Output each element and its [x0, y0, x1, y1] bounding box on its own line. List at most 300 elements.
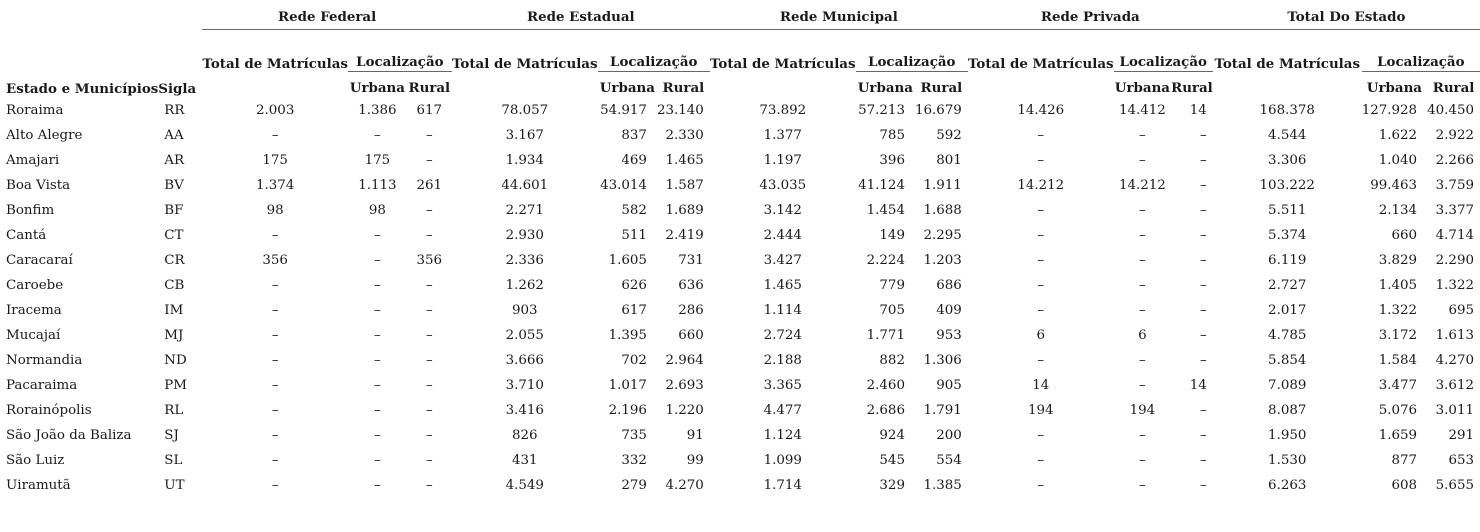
cell-estadual-total: 3.167 [505, 128, 544, 143]
cell-privada-urbana: 14.412 [1118, 103, 1166, 118]
cell-estado-rural: 1.613 [1435, 328, 1474, 343]
cell-privada-total: – [1037, 428, 1045, 443]
header-spacer [6, 8, 158, 30]
cell-estadual-rural: 731 [678, 253, 704, 268]
cell-federal-urbana: – [374, 478, 381, 493]
cell-privada-total: 14.212 [1017, 178, 1065, 193]
cell-sigla: CB [164, 278, 185, 293]
cell-estado-rural: 695 [1448, 303, 1474, 318]
cell-federal-total: – [271, 328, 279, 343]
cell-privada-urbana: – [1139, 153, 1146, 168]
cell-estado-urbana: 1.322 [1378, 303, 1418, 318]
cell-privada-rural: – [1200, 353, 1207, 368]
cell-estadual-rural: 286 [678, 303, 704, 318]
cell-municipio: Bonfim [6, 203, 55, 218]
cell-privada-urbana: 14.212 [1118, 178, 1166, 193]
enrollment-table [6, 8, 1480, 498]
cell-estado-rural: 3.011 [1435, 403, 1474, 418]
cell-municipal-urbana: 882 [879, 353, 905, 368]
cell-municipal-total: 1.099 [763, 453, 802, 468]
cell-municipal-urbana: 2.686 [866, 403, 905, 418]
cell-privada-total: – [1037, 203, 1045, 218]
table-row [6, 248, 1480, 273]
cell-municipal-rural: 409 [936, 303, 962, 318]
cell-municipio: Mucajaí [6, 328, 61, 343]
group-header-rede-federal: Rede Federal [202, 8, 451, 30]
cell-municipal-total: 43.035 [759, 178, 807, 193]
cell-municipio: Caroebe [6, 278, 64, 293]
cell-federal-total: 356 [262, 253, 288, 268]
cell-estadual-total: 44.601 [501, 178, 549, 193]
table-row [6, 348, 1480, 373]
table-row [6, 398, 1480, 423]
column-header-total: Total de Matrículas [451, 55, 598, 72]
cell-federal-rural: – [425, 378, 433, 393]
cell-estado-rural: 4.270 [1435, 353, 1474, 368]
cell-privada-total: – [1037, 253, 1045, 268]
cell-estadual-total: 826 [511, 428, 538, 443]
table-row [6, 323, 1480, 348]
cell-estado-urbana: 3.477 [1378, 378, 1418, 393]
column-header-rural: Rural [408, 80, 451, 96]
cell-federal-urbana: – [374, 303, 381, 318]
cell-municipal-rural: 2.295 [923, 228, 962, 243]
cell-privada-rural: – [1200, 178, 1207, 193]
column-header-localizacao: Localização [598, 30, 710, 72]
cell-estadual-urbana: 1.395 [608, 328, 647, 343]
cell-municipal-total: 1.114 [763, 303, 802, 318]
cell-estado-urbana: 1.040 [1378, 153, 1418, 168]
cell-estadual-total: 2.930 [505, 228, 544, 243]
cell-federal-urbana: – [374, 228, 381, 243]
cell-sigla: SL [164, 453, 183, 468]
cell-estadual-rural: 2.330 [665, 128, 704, 143]
cell-estado-rural: 4.714 [1435, 228, 1474, 243]
cell-municipio: Roraima [6, 103, 64, 118]
cell-privada-urbana: – [1139, 478, 1146, 493]
cell-federal-total: – [271, 303, 279, 318]
cell-municipal-total: 1.465 [763, 278, 802, 293]
cell-municipal-total: 3.142 [763, 203, 802, 218]
cell-estadual-rural: 1.689 [665, 203, 704, 218]
cell-estadual-urbana: 582 [621, 203, 647, 218]
cell-federal-total: – [271, 128, 279, 143]
cell-estadual-total: 78.057 [501, 103, 549, 118]
cell-federal-rural: – [425, 153, 433, 168]
cell-estadual-rural: 1.220 [665, 403, 704, 418]
cell-estadual-urbana: 469 [621, 153, 647, 168]
cell-federal-urbana: – [374, 403, 381, 418]
cell-municipal-rural: 905 [936, 378, 962, 393]
cell-estadual-urbana: 1.605 [608, 253, 647, 268]
cell-estadual-rural: 2.964 [665, 353, 704, 368]
table-row [6, 423, 1480, 448]
cell-municipal-rural: 1.688 [923, 203, 962, 218]
cell-privada-urbana: – [1139, 203, 1146, 218]
cell-estadual-urbana: 332 [621, 453, 647, 468]
cell-privada-rural: – [1200, 203, 1207, 218]
cell-federal-total: 1.374 [256, 178, 295, 193]
cell-municipio: São Luiz [6, 453, 65, 468]
cell-estado-rural: 40.450 [1427, 103, 1474, 118]
cell-privada-rural: – [1200, 403, 1207, 418]
cell-municipal-urbana: 785 [879, 128, 905, 143]
cell-estadual-urbana: 617 [621, 303, 647, 318]
cell-privada-total: 14 [1032, 378, 1050, 393]
cell-privada-rural: – [1200, 428, 1207, 443]
cell-estado-total: 7.089 [1268, 378, 1307, 393]
cell-privada-total: – [1037, 278, 1045, 293]
cell-federal-urbana: – [374, 353, 381, 368]
group-header-rede-municipal: Rede Municipal [710, 8, 968, 30]
cell-estado-urbana: 877 [1391, 453, 1418, 468]
cell-estado-urbana: 1.622 [1378, 128, 1418, 143]
cell-privada-rural: – [1200, 303, 1207, 318]
cell-municipal-rural: 16.679 [914, 103, 962, 118]
column-header-total: Total de Matrículas [968, 55, 1114, 72]
cell-estado-urbana: 608 [1391, 478, 1418, 493]
cell-federal-urbana: 175 [364, 153, 391, 168]
cell-estadual-rural: 2.693 [665, 378, 704, 393]
cell-municipal-rural: 801 [936, 153, 962, 168]
cell-municipal-urbana: 396 [879, 153, 905, 168]
cell-sigla: AA [164, 128, 184, 143]
cell-federal-rural: – [425, 203, 433, 218]
cell-estadual-total: 903 [511, 303, 538, 318]
cell-federal-total: – [271, 353, 279, 368]
cell-municipal-rural: 1.385 [923, 478, 962, 493]
cell-estado-total: 3.306 [1268, 153, 1307, 168]
column-header-total: Total de Matrículas [709, 55, 856, 72]
cell-sigla: CT [164, 228, 184, 243]
cell-privada-total: – [1037, 303, 1045, 318]
cell-municipal-rural: 1.911 [923, 178, 962, 193]
cell-estadual-rural: 99 [686, 453, 704, 468]
cell-privada-rural: – [1200, 478, 1207, 493]
cell-municipal-urbana: 57.213 [858, 103, 905, 118]
cell-estadual-rural: 2.419 [665, 228, 704, 243]
cell-municipio: Caracaraí [6, 253, 73, 268]
cell-municipio: Pacaraima [6, 378, 78, 393]
cell-municipal-total: 2.444 [763, 228, 802, 243]
cell-privada-urbana: – [1139, 128, 1146, 143]
cell-sigla: PM [164, 378, 188, 393]
cell-federal-urbana: – [374, 278, 381, 293]
cell-municipal-rural: 953 [936, 328, 962, 343]
table-row [6, 373, 1480, 398]
cell-estadual-total: 2.271 [505, 203, 544, 218]
cell-estadual-urbana: 511 [621, 228, 647, 243]
cell-municipal-total: 3.365 [763, 378, 802, 393]
cell-estado-rural: 3.612 [1435, 378, 1474, 393]
cell-privada-total: – [1037, 153, 1045, 168]
cell-estadual-urbana: 735 [621, 428, 647, 443]
column-header-urbana: Urbana [857, 80, 913, 96]
cell-privada-total: – [1037, 453, 1045, 468]
cell-federal-rural: – [425, 403, 433, 418]
column-header-urbana: Urbana [1114, 80, 1170, 96]
cell-federal-total: – [271, 228, 279, 243]
cell-privada-urbana: – [1139, 303, 1146, 318]
cell-estado-urbana: 1.584 [1378, 353, 1418, 368]
cell-sigla: MJ [164, 328, 184, 343]
cell-federal-total: – [271, 403, 279, 418]
group-header-rede-estadual: Rede Estadual [452, 8, 710, 30]
cell-estado-rural: 2.922 [1435, 128, 1474, 143]
cell-privada-rural: – [1200, 128, 1207, 143]
cell-estado-total: 6.119 [1268, 253, 1307, 268]
table-row [6, 473, 1480, 498]
cell-estado-urbana: 3.172 [1378, 328, 1418, 343]
cell-sigla: AR [164, 153, 185, 168]
cell-sigla: RL [164, 403, 184, 418]
cell-sigla: SJ [164, 428, 179, 443]
cell-municipal-total: 4.477 [763, 403, 802, 418]
cell-privada-urbana: – [1139, 378, 1146, 393]
cell-federal-urbana: – [374, 328, 381, 343]
table-row [6, 223, 1480, 248]
cell-estado-urbana: 1.405 [1378, 278, 1418, 293]
cell-estado-total: 8.087 [1268, 403, 1307, 418]
cell-estadual-urbana: 43.014 [600, 178, 647, 193]
cell-estado-urbana: 3.829 [1378, 253, 1418, 268]
cell-privada-rural: – [1200, 228, 1207, 243]
cell-estado-total: 5.374 [1268, 228, 1307, 243]
table-row [6, 448, 1480, 473]
cell-estadual-total: 2.336 [505, 253, 544, 268]
cell-privada-rural: – [1200, 153, 1207, 168]
cell-estadual-urbana: 702 [621, 353, 647, 368]
column-header-total: Total de Matrículas [202, 55, 348, 72]
cell-sigla: RR [164, 103, 185, 118]
column-header-urbana: Urbana [349, 80, 405, 96]
cell-estado-total: 6.263 [1268, 478, 1307, 493]
cell-federal-urbana: – [374, 378, 381, 393]
cell-privada-rural: – [1200, 253, 1207, 268]
cell-sigla: CR [164, 253, 185, 268]
cell-federal-rural: – [425, 353, 433, 368]
cell-federal-rural: – [425, 228, 433, 243]
cell-estado-total: 1.950 [1268, 428, 1307, 443]
cell-estado-rural: 653 [1448, 453, 1474, 468]
cell-estadual-total: 431 [511, 453, 538, 468]
column-header-localizacao: Localização [1362, 30, 1480, 72]
column-header-total: Total de Matrículas [1214, 55, 1360, 72]
cell-privada-total: – [1037, 228, 1045, 243]
cell-estadual-rural: 660 [678, 328, 704, 343]
cell-municipal-rural: 200 [936, 428, 962, 443]
cell-municipal-total: 2.724 [763, 328, 802, 343]
cell-municipal-rural: 554 [936, 453, 962, 468]
cell-municipal-urbana: 1.454 [866, 203, 905, 218]
cell-estado-total: 2.727 [1268, 278, 1307, 293]
cell-municipio: Amajari [6, 153, 60, 168]
cell-sigla: ND [164, 353, 187, 368]
cell-estado-rural: 3.377 [1435, 203, 1474, 218]
cell-estadual-urbana: 2.196 [608, 403, 647, 418]
cell-municipal-total: 1.377 [763, 128, 802, 143]
cell-privada-total: – [1037, 353, 1045, 368]
column-header-rural: Rural [1171, 80, 1213, 96]
cell-privada-total: 14.426 [1017, 103, 1065, 118]
cell-estado-urbana: 127.928 [1361, 103, 1418, 118]
cell-estado-total: 103.222 [1259, 178, 1315, 193]
cell-federal-rural: 356 [416, 253, 443, 268]
cell-municipal-urbana: 2.460 [866, 378, 905, 393]
cell-estado-urbana: 99.463 [1370, 178, 1418, 193]
cell-municipal-urbana: 705 [879, 303, 905, 318]
cell-municipal-urbana: 924 [879, 428, 905, 443]
cell-federal-rural: – [425, 478, 433, 493]
cell-estado-urbana: 1.659 [1378, 428, 1418, 443]
cell-estado-rural: 5.655 [1435, 478, 1474, 493]
cell-municipio: Rorainópolis [6, 403, 92, 418]
cell-privada-urbana: – [1139, 278, 1146, 293]
cell-federal-urbana: – [374, 428, 381, 443]
cell-municipio: Boa Vista [6, 178, 71, 193]
cell-municipal-urbana: 41.124 [858, 178, 905, 193]
cell-estadual-total: 1.934 [505, 153, 544, 168]
cell-federal-rural: – [425, 128, 433, 143]
cell-estado-total: 4.544 [1268, 128, 1307, 143]
cell-municipal-total: 1.124 [763, 428, 802, 443]
cell-estado-rural: 3.759 [1435, 178, 1474, 193]
cell-federal-rural: – [425, 303, 433, 318]
cell-privada-urbana: – [1139, 228, 1146, 243]
cell-estado-total: 2.017 [1268, 303, 1307, 318]
cell-estado-total: 5.854 [1268, 353, 1307, 368]
cell-privada-total: – [1037, 128, 1045, 143]
cell-federal-urbana: – [374, 453, 381, 468]
cell-sigla: BV [164, 178, 184, 193]
group-header-rede-privada: Rede Privada [968, 8, 1213, 30]
cell-estado-total: 5.511 [1268, 203, 1307, 218]
cell-federal-total: – [271, 478, 279, 493]
cell-estadual-rural: 91 [686, 428, 704, 443]
cell-estadual-rural: 1.465 [665, 153, 704, 168]
cell-municipal-rural: 1.203 [923, 253, 962, 268]
cell-estadual-total: 1.262 [505, 278, 544, 293]
cell-municipal-urbana: 1.771 [866, 328, 905, 343]
cell-federal-total: – [271, 453, 279, 468]
cell-estadual-total: 4.549 [505, 478, 544, 493]
cell-sigla: UT [164, 478, 185, 493]
cell-municipio: Cantá [6, 228, 47, 243]
cell-federal-urbana: 1.113 [358, 178, 397, 193]
cell-privada-rural: 14 [1189, 103, 1207, 118]
cell-municipal-urbana: 2.224 [866, 253, 905, 268]
column-header-urbana: Urbana [1366, 80, 1422, 96]
cell-federal-total: – [271, 378, 279, 393]
cell-privada-urbana: – [1139, 353, 1146, 368]
cell-sigla: IM [164, 303, 184, 318]
cell-municipal-rural: 686 [936, 278, 962, 293]
cell-privada-rural: – [1200, 453, 1207, 468]
cell-estadual-total: 3.666 [505, 353, 544, 368]
cell-estado-total: 168.378 [1259, 103, 1315, 118]
cell-estadual-urbana: 279 [621, 478, 647, 493]
cell-municipal-rural: 1.791 [923, 403, 962, 418]
cell-estadual-total: 3.416 [505, 403, 544, 418]
cell-estado-rural: 1.322 [1435, 278, 1474, 293]
column-header-sigla: Sigla [158, 81, 197, 97]
cell-federal-total: 175 [262, 153, 288, 168]
cell-privada-total: 194 [1027, 403, 1054, 418]
cell-estado-urbana: 2.134 [1378, 203, 1418, 218]
cell-federal-urbana: – [374, 253, 381, 268]
cell-estado-rural: 291 [1448, 428, 1474, 443]
cell-privada-urbana: – [1139, 453, 1146, 468]
table-row [6, 123, 1480, 148]
cell-federal-urbana: 98 [368, 203, 386, 218]
cell-estadual-urbana: 837 [621, 128, 647, 143]
table-body [6, 98, 1480, 498]
cell-municipal-urbana: 149 [879, 228, 905, 243]
cell-privada-rural: – [1200, 278, 1207, 293]
cell-privada-urbana: – [1139, 428, 1146, 443]
cell-estadual-total: 3.710 [505, 378, 544, 393]
cell-estadual-rural: 4.270 [665, 478, 704, 493]
table-row [6, 198, 1480, 223]
cell-municipal-urbana: 545 [879, 453, 905, 468]
cell-estadual-urbana: 626 [621, 278, 647, 293]
cell-municipal-urbana: 329 [879, 478, 905, 493]
cell-privada-urbana: 194 [1129, 403, 1156, 418]
table-row [6, 98, 1480, 123]
table-row [6, 173, 1480, 198]
cell-estadual-rural: 1.587 [665, 178, 704, 193]
cell-municipal-urbana: 779 [879, 278, 905, 293]
cell-estadual-urbana: 1.017 [608, 378, 647, 393]
cell-federal-rural: – [425, 453, 433, 468]
cell-estado-total: 4.785 [1268, 328, 1307, 343]
cell-federal-urbana: – [374, 128, 381, 143]
cell-privada-rural: – [1200, 328, 1207, 343]
cell-estado-total: 1.530 [1268, 453, 1307, 468]
cell-municipal-total: 1.197 [763, 153, 802, 168]
cell-municipio: Uiramutã [6, 478, 71, 493]
cell-estadual-rural: 636 [678, 278, 704, 293]
table-row [6, 273, 1480, 298]
column-header-rural: Rural [920, 80, 963, 96]
column-header-urbana: Urbana [599, 80, 655, 96]
table-row [6, 148, 1480, 173]
cell-estadual-urbana: 54.917 [600, 103, 647, 118]
cell-municipal-rural: 592 [936, 128, 962, 143]
cell-privada-rural: 14 [1189, 378, 1207, 393]
column-header-localizacao: Localização [348, 30, 452, 72]
cell-municipio: Normandia [6, 353, 83, 368]
cell-federal-rural: – [425, 428, 433, 443]
cell-municipio: Iracema [6, 303, 62, 318]
cell-privada-total: – [1037, 478, 1045, 493]
group-header-total-estado: Total Do Estado [1213, 8, 1480, 30]
cell-privada-urbana: 6 [1138, 328, 1147, 343]
cell-municipal-rural: 1.306 [923, 353, 962, 368]
cell-federal-total: 98 [266, 203, 284, 218]
cell-federal-rural: – [425, 278, 433, 293]
cell-municipal-total: 73.892 [759, 103, 807, 118]
cell-federal-rural: 261 [416, 178, 443, 193]
cell-federal-total: 2.003 [256, 103, 295, 118]
cell-municipio: Alto Alegre [6, 128, 83, 143]
cell-municipal-total: 1.714 [763, 478, 802, 493]
cell-estado-urbana: 5.076 [1378, 403, 1418, 418]
column-header-localizacao: Localização [856, 30, 968, 72]
cell-federal-total: – [271, 278, 279, 293]
header-spacer [158, 8, 202, 30]
column-header-estado: Estado e Municípios [6, 81, 159, 97]
